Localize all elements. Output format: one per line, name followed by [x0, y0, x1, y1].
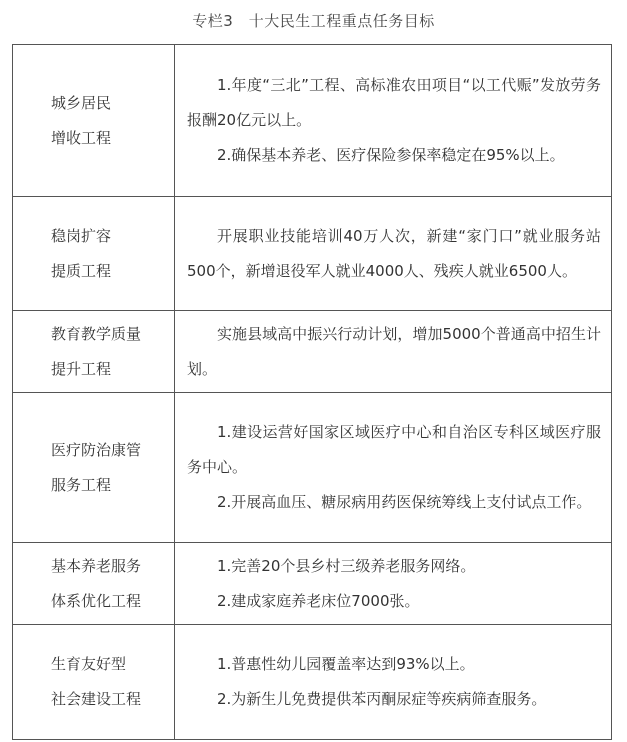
project-name-cell [13, 543, 175, 625]
table-row [13, 393, 612, 543]
task-target-item: 2.确保基本养老、医疗保险参保率稳定在95%以上。 [217, 146, 565, 164]
project-name-cell [13, 197, 175, 311]
project-name-line: 服务工程 [51, 475, 112, 494]
project-name-line: 稳岗扩容 [51, 226, 112, 245]
project-name-line: 体系优化工程 [51, 591, 142, 610]
project-name-line: 提质工程 [51, 261, 112, 280]
project-name-line: 社会建设工程 [51, 690, 142, 708]
task-target-item: 2.开展高血压、糖尿病用药医保统筹线上支付试点工作。 [217, 493, 592, 511]
table-body [13, 45, 612, 740]
task-target-item: 实施县域高中振兴行动计划，增加5000个普通高中招生计划。 [187, 324, 601, 378]
table-row [13, 311, 612, 393]
task-target-item: 1.建设运营好国家区域医疗中心和自治区专科区域医疗服务中心。 [187, 423, 601, 476]
task-target-cell [175, 45, 612, 197]
task-target-cell [175, 625, 612, 740]
task-target-item: 1.完善20个县乡村三级养老服务网络。 [217, 556, 476, 575]
project-name-line: 医疗防治康管 [51, 440, 142, 459]
project-name-cell [13, 393, 175, 543]
project-name-cell [13, 625, 175, 740]
table-row [13, 543, 612, 625]
task-target-item: 1.普惠性幼儿园覆盖率达到93%以上。 [217, 655, 475, 673]
project-name-line: 城乡居民 [51, 93, 112, 112]
task-target-item: 开展职业技能培训40万人次，新建“家门口”就业服务站500个，新增退役军人就业4000人、残疾人就业6500人。 [187, 226, 601, 280]
task-target-item: 2.为新生儿免费提供苯丙酮尿症等疾病筛查服务。 [217, 690, 547, 708]
task-target-cell [175, 311, 612, 393]
task-target-cell [175, 197, 612, 311]
project-name-cell [13, 45, 175, 197]
project-name-line: 基本养老服务 [51, 556, 142, 575]
table-row [13, 45, 612, 197]
task-target-cell [175, 393, 612, 543]
task-target-cell [175, 543, 612, 625]
project-name-line: 增收工程 [51, 128, 112, 147]
project-name-line: 生育友好型 [51, 655, 127, 673]
livelihood-projects-table [12, 44, 612, 740]
project-name-cell [13, 311, 175, 393]
table-row [13, 625, 612, 740]
project-name-line: 提升工程 [51, 359, 112, 378]
table-row [13, 197, 612, 311]
project-name-line: 教育教学质量 [51, 324, 142, 343]
table-caption: 专栏3 十大民生工程重点任务目标 [192, 12, 435, 30]
task-target-item: 2.建成家庭养老床位7000张。 [217, 591, 420, 610]
task-target-item: 1.年度“三北”工程、高标准农田项目“以工代赈”发放劳务报酬20亿元以上。 [187, 76, 601, 129]
